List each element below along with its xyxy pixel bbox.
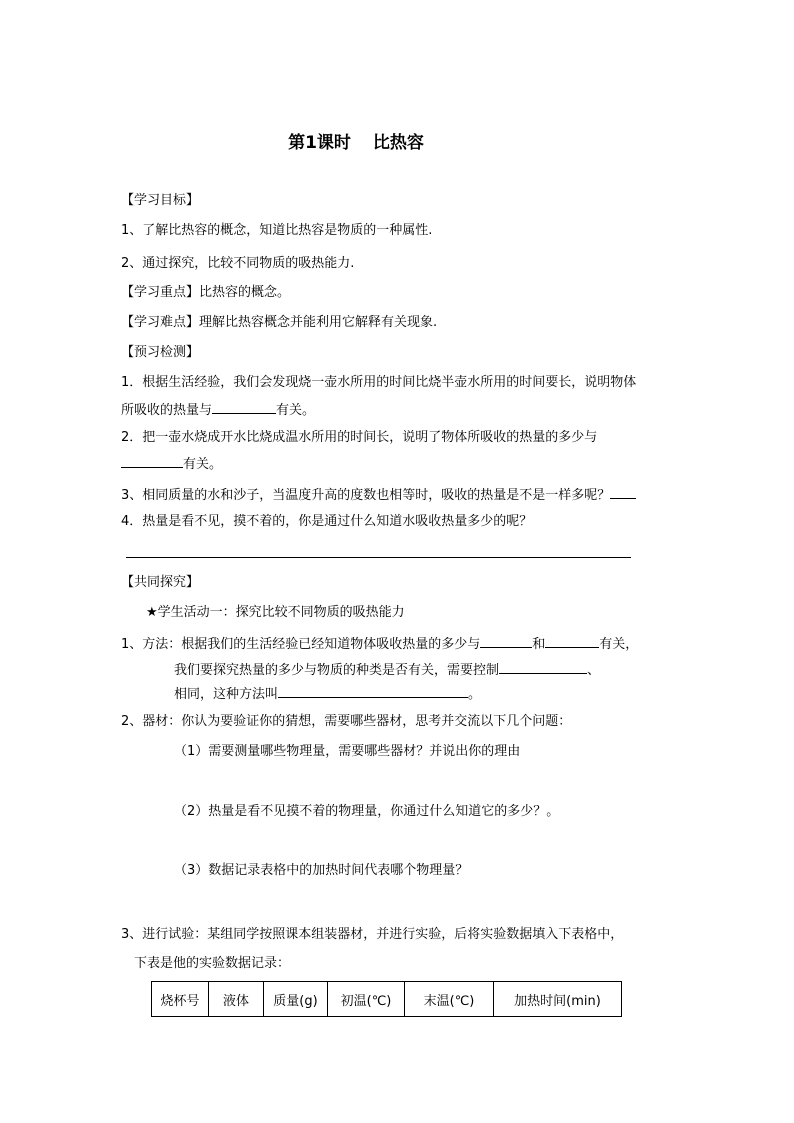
- sub-question-1: （1）需要测量哪些物理量，需要哪些器材？并说出你的理由: [174, 744, 521, 759]
- table-header-row: [152, 982, 622, 1017]
- table-header-cell: 液体: [209, 982, 264, 1017]
- q1-answer-blank[interactable]: [212, 399, 276, 414]
- preview-q3: [121, 484, 636, 505]
- q1-text-b: 有关。: [276, 403, 316, 418]
- q4-answer-line[interactable]: [126, 557, 631, 558]
- q1-text-a: 所吸收的热量与: [121, 403, 213, 418]
- table-header-cell: 初温(℃): [328, 982, 405, 1017]
- page-title: [0, 128, 712, 153]
- key-point-label: 【学习重点】: [121, 285, 200, 300]
- preview-q1-line2: [121, 399, 315, 420]
- method-blank-1[interactable]: [480, 633, 532, 648]
- sub-question-3: （3）数据记录表格中的加热时间代表哪个物理量？: [174, 863, 469, 878]
- objective-item-2: 2、通过探究，比较不同物质的吸热能力.: [121, 256, 355, 271]
- method-line2-sep: 、: [587, 663, 601, 678]
- method-line-2: [174, 659, 600, 680]
- lesson-number: 第1课时: [288, 133, 351, 153]
- table-header-cell: 质量(g): [264, 982, 328, 1017]
- method-line3-text: 相同，这种方法叫: [174, 687, 279, 702]
- method-line-1: [121, 633, 638, 654]
- equipment-question: 2、器材：你认为要验证你的猜想，需要哪些器材，思考并交流以下几个问题：: [121, 714, 572, 729]
- q2-answer-blank[interactable]: [121, 453, 183, 468]
- objective-item-1: 1、了解比热容的概念，知道比热容是物质的一种属性.: [121, 223, 433, 238]
- difficulty-label: 【学习难点】: [121, 315, 200, 330]
- method-text-a: 1、方法：根据我们的生活经验已经知道物体吸收热量的多少与: [121, 637, 481, 652]
- lesson-topic: 比热容: [372, 133, 424, 153]
- table-header-cell: 加热时间(min): [494, 982, 622, 1017]
- q3-answer-blank[interactable]: [610, 484, 636, 499]
- method-line-3: [174, 683, 481, 704]
- student-activity: ★学生活动一：探究比较不同物质的吸热能力: [146, 605, 405, 620]
- table-header-cell: 烧杯号: [152, 982, 209, 1017]
- method-blank-3[interactable]: [499, 659, 587, 674]
- key-point-text: 比热容的概念。: [199, 285, 291, 300]
- method-text-c: 有关，: [599, 637, 639, 652]
- preview-q4: 4．热量是看不见，摸不着的，你是通过什么知道水吸收热量多少的呢？: [121, 514, 533, 529]
- explore-heading: 【共同探究】: [121, 575, 200, 590]
- method-text-b: 和: [532, 637, 546, 652]
- difficulty: [121, 314, 437, 332]
- method-blank-4[interactable]: [278, 683, 468, 698]
- objectives-heading: 【学习目标】: [121, 193, 200, 208]
- preview-q2-line1: 2．把一壶水烧成开水比烧成温水所用的时间长，说明了物体所吸收的热量的多少与: [121, 430, 598, 445]
- sub-question-2: （2）热量是看不见摸不着的物理量，你通过什么知道它的多少？。: [174, 804, 560, 819]
- preview-q2-line2: [121, 453, 222, 474]
- q2-text-b: 有关。: [183, 457, 223, 472]
- method-blank-2[interactable]: [545, 633, 599, 648]
- experiment-line-1: 3、进行试验：某组同学按照课本组装器材，并进行实验，后将实验数据填入下表格中，: [121, 927, 624, 942]
- experiment-line-2: 下表是他的实验数据记录：: [134, 956, 291, 971]
- preview-q1-line1: 1．根据生活经验，我们会发现烧一壶水所用的时间比烧半壶水所用的时间要长，说明物体: [121, 375, 637, 390]
- method-line3-end: 。: [468, 687, 482, 702]
- key-point: [121, 284, 290, 302]
- preview-heading: 【预习检测】: [121, 345, 200, 360]
- q3-text: 3、相同质量的水和沙子，当温度升高的度数也相等时，吸收的热量是不是一样多呢？: [121, 488, 611, 503]
- table-header-cell: 末温(℃): [405, 982, 494, 1017]
- difficulty-text: 理解比热容概念并能利用它解释有关现象.: [199, 315, 438, 330]
- method-line2-text: 我们要探究热量的多少与物质的种类是否有关，需要控制: [174, 663, 500, 678]
- data-table: [151, 981, 622, 1017]
